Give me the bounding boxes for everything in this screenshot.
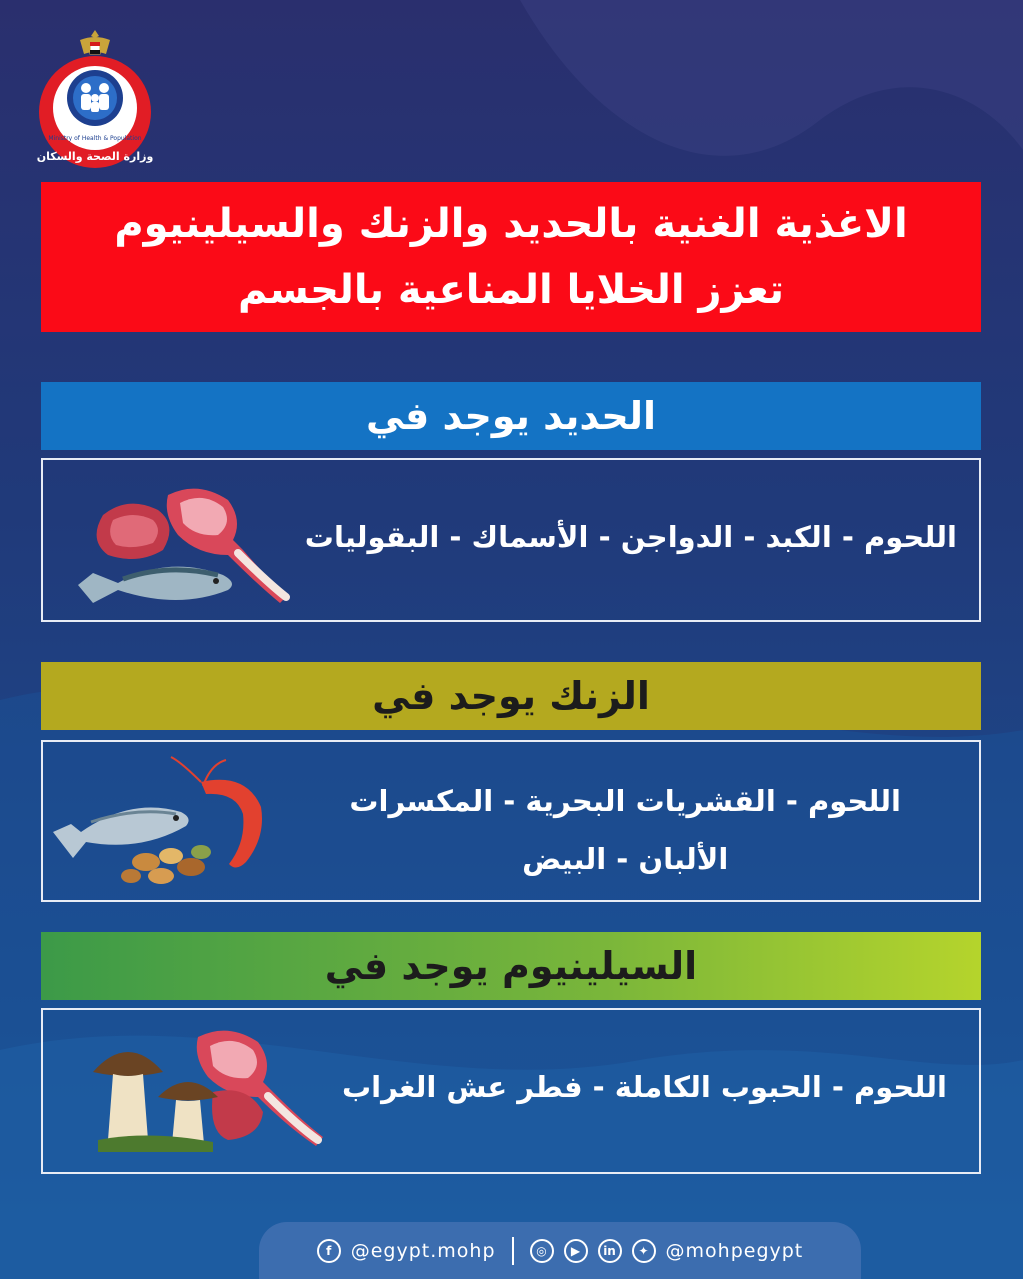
facebook-handle[interactable]: @egypt.mohp — [350, 1239, 496, 1262]
selenium-section-header — [41, 932, 981, 1000]
nuts-icon — [121, 845, 211, 884]
zinc-section-header — [41, 662, 981, 730]
social-handle[interactable]: @mohpegypt — [665, 1239, 804, 1262]
iron-foods-line: اللحوم - الكبد - الدواجن - الأسماك - البقوليات — [304, 520, 957, 554]
fish-icon — [78, 567, 232, 603]
mushrooms-and-meat-illustration — [88, 1022, 328, 1152]
selenium-foods-box — [41, 1008, 981, 1174]
meat-and-fish-illustration — [68, 475, 308, 605]
twitter-icon[interactable]: ✦ — [632, 1239, 656, 1263]
iron-section-header — [41, 382, 981, 450]
zinc-foods-line-1: اللحوم - القشريات البحرية - المكسرات — [349, 784, 901, 818]
youtube-icon[interactable]: ▶ — [564, 1239, 588, 1263]
lamb-chop-icon — [197, 1031, 323, 1146]
zinc-header-text: الزنك يوجد في — [372, 674, 650, 718]
eagle-emblem-icon — [80, 30, 110, 54]
iron-foods-list — [305, 520, 957, 554]
mushroom-icon — [93, 1052, 218, 1152]
selenium-foods-line: اللحوم - الحبوب الكاملة - فطر عش الغراب — [341, 1070, 947, 1104]
headline-line-1: الاغذية الغنية بالحديد والزنك والسيلينيوم — [114, 201, 908, 247]
headline-line-2: تعزز الخلايا المناعية بالجسم — [238, 267, 785, 313]
social-media-bar — [259, 1222, 861, 1279]
svg-text:Ministry of Health & Populatio: Ministry of Health & Population — [48, 135, 142, 142]
instagram-icon[interactable]: ◎ — [530, 1239, 554, 1263]
iron-header-text: الحديد يوجد في — [365, 394, 657, 438]
svg-text:وزارة الصحة والسكان: وزارة الصحة والسكان — [36, 150, 154, 163]
linkedin-icon[interactable]: in — [598, 1239, 622, 1263]
selenium-foods-list — [342, 1070, 947, 1104]
zinc-foods-box — [41, 740, 981, 902]
iron-foods-box — [41, 458, 981, 622]
shrimp-icon — [171, 757, 262, 868]
facebook-icon[interactable]: f — [317, 1239, 341, 1263]
zinc-foods-list — [349, 772, 901, 888]
ministry-logo — [30, 28, 160, 168]
zinc-foods-line-2: الألبان - البيض — [522, 842, 729, 876]
selenium-header-text: السيلينيوم يوجد في — [324, 944, 698, 988]
footer-divider — [512, 1237, 514, 1265]
headline-banner — [41, 182, 981, 332]
steak-icon — [97, 504, 170, 559]
fish-shrimp-nuts-illustration — [51, 752, 281, 892]
